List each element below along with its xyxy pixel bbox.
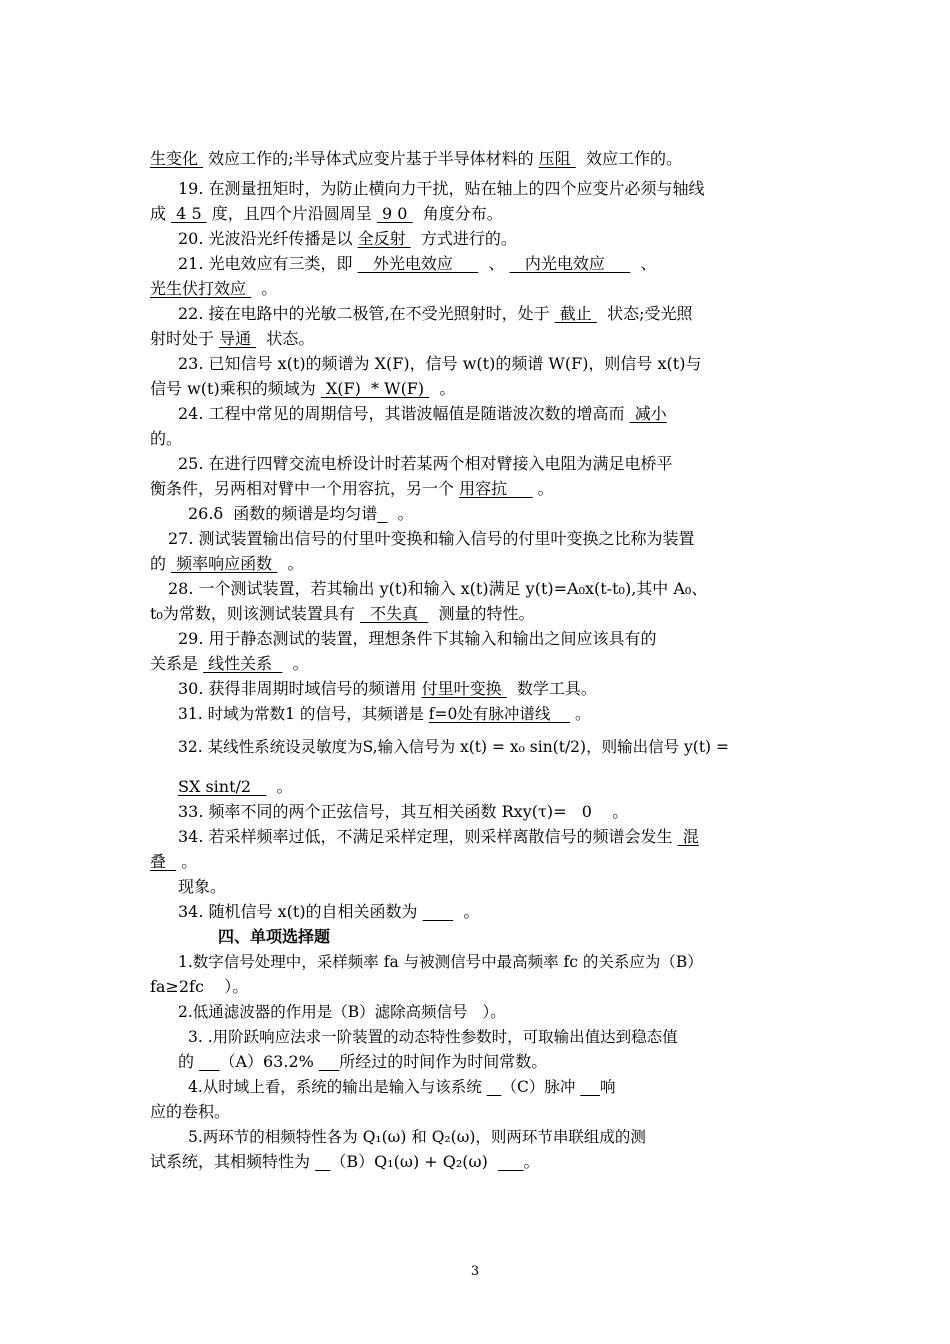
text-run: 。	[570, 705, 591, 723]
text-run: 23. 已知信号 x(t)的频谱为 X(F)，信号 w(t)的频谱 W(F)，则信号 x(t)与	[178, 354, 702, 373]
text-line	[150, 553, 303, 575]
answer-blank	[377, 504, 387, 523]
text-line	[178, 951, 703, 973]
text-run: 。	[277, 554, 304, 573]
text-run: 33. 频率不同的两个正弦信号，其互相关函数 Rxy(τ)= 0 。	[178, 802, 629, 821]
answer-blank: 不失真	[359, 604, 429, 623]
answer-blank: 截止	[554, 304, 597, 323]
text-line	[178, 353, 701, 375]
answer-blank: 付里叶变换	[421, 679, 507, 698]
answer-blank: X(F) * W(F)	[320, 379, 430, 398]
text-run: 的。	[150, 429, 183, 448]
section-heading	[218, 926, 330, 948]
text-line	[178, 1051, 547, 1073]
text-line	[150, 428, 182, 450]
answer-blank: 9 0	[376, 204, 413, 223]
text-run: 测量的特性。	[428, 604, 535, 623]
text-run: 26.δ 函数的频谱是均匀谱	[188, 504, 378, 523]
answer-blank	[487, 1078, 502, 1096]
answer-blank: 频率响应函数	[171, 554, 278, 573]
text-run: 32. 某线性系统设灵敏度为S,输入信号为 x(t) = x₀ sin(t/2)，则输出信号 y(t) =	[178, 738, 730, 756]
text-line	[178, 1001, 506, 1023]
text-run: 效应工作的。	[575, 149, 682, 168]
text-run: 34. 随机信号 x(t)的自相关函数为	[178, 902, 423, 921]
text-line	[150, 603, 534, 625]
answer-blank: SX sint/2	[178, 777, 267, 796]
text-run: 数学工具。	[506, 679, 597, 698]
text-run: 成	[150, 204, 172, 223]
answer-blank	[315, 1152, 330, 1171]
text-run: 的	[178, 1052, 200, 1071]
answer-blank: 导通	[219, 329, 257, 348]
text-run: 21. 光电效应有三类，即	[178, 254, 358, 273]
text-run: 20. 光波沿光纤传播是以	[178, 229, 358, 248]
text-run: 29. 用于静态测试的装置，理想条件下其输入和输出之间应该具有的	[178, 629, 657, 648]
text-run: 30. 获得非周期时域信号的频谱用	[178, 679, 422, 698]
text-run: 。	[266, 777, 293, 796]
text-run: 28. 一个测试装置，若其输出 y(t)和输入 x(t)满足 y(t)=A₀x(t-t₀),其中 A₀、	[168, 579, 708, 598]
text-line	[150, 203, 503, 225]
answer-blank: 线性关系	[203, 654, 283, 673]
text-run: 25. 在进行四臂交流电桥设计时若某两个相对臂接入电阻为满足电桥平	[178, 454, 673, 473]
text-run: （B）Q₁(ω) + Q₂(ω)	[330, 1152, 498, 1171]
text-line	[178, 901, 479, 923]
text-run: 5.两环节的相频特性各为 Q₁(ω) 和 Q₂(ω)，则两环节串联组成的测	[188, 1128, 646, 1146]
text-run: 。	[429, 379, 456, 398]
answer-blank: 生变化	[150, 149, 204, 168]
answer-blank: 4 5	[171, 204, 207, 223]
text-line	[150, 148, 682, 170]
answer-blank	[580, 1078, 600, 1096]
text-line	[150, 278, 277, 300]
text-line	[178, 228, 517, 250]
text-line	[150, 1101, 230, 1123]
answer-blank: 内光电效应	[509, 254, 631, 273]
text-line	[178, 678, 597, 700]
text-run: 31. 时域为常数1 的信号，其频谱是	[178, 705, 429, 723]
answer-blank	[423, 902, 454, 921]
answer-blank	[199, 1052, 219, 1071]
text-line	[178, 178, 705, 200]
text-line	[178, 453, 673, 475]
text-line	[150, 328, 314, 350]
text-line	[150, 976, 248, 998]
text-run: 四、单项选择题	[218, 927, 331, 946]
text-line	[188, 1076, 616, 1098]
text-line	[150, 1151, 539, 1173]
text-run: 响	[600, 1078, 616, 1096]
text-line	[178, 801, 628, 823]
text-run: fa≥2fc ）。	[150, 977, 249, 996]
text-line	[150, 378, 455, 400]
text-run: 角度分布。	[412, 204, 503, 223]
text-line	[178, 403, 667, 425]
answer-blank: 混	[677, 827, 699, 846]
text-line	[178, 826, 699, 848]
text-run: 。	[251, 279, 278, 298]
text-run: 。	[532, 479, 554, 498]
text-line	[178, 253, 656, 275]
text-run: 效应工作的;半导体式应变片基于半导体材料的	[203, 149, 539, 168]
text-run: 27. 测试装置输出信号的付里叶变换和输入信号的付里叶变换之比称为装置	[168, 529, 695, 548]
text-line	[188, 503, 414, 525]
answer-blank: 压阻	[538, 149, 576, 168]
page-number: 3	[470, 1264, 480, 1279]
text-run: 衡条件，另两相对臂中一个用容抗，另一个	[150, 479, 460, 498]
text-run: 所经过的时间作为时间常数。	[339, 1052, 548, 1071]
text-line	[150, 653, 309, 675]
text-run: 状态。	[256, 329, 315, 348]
text-run: 19. 在测量扭矩时，为防止横向力干扰，贴在轴上的四个应变片必须与轴线	[178, 179, 705, 198]
text-run: （C）脉冲	[501, 1078, 581, 1096]
text-line	[150, 478, 554, 500]
text-run: 状态;受光照	[596, 304, 693, 323]
text-run: 度，且四个片沿圆周呈	[206, 204, 377, 223]
text-line	[150, 851, 197, 873]
text-run: 4.从时域上看，系统的输出是输入与该系统	[188, 1078, 487, 1096]
text-line	[178, 303, 692, 325]
text-run: 。	[453, 902, 480, 921]
text-line	[178, 876, 226, 898]
answer-blank: f=0处有脉冲谱线	[428, 705, 571, 723]
text-line	[168, 528, 695, 550]
answer-blank: 用容抗	[459, 479, 533, 498]
text-line	[178, 776, 293, 798]
answer-blank: 减小	[629, 404, 667, 423]
text-line	[178, 703, 591, 725]
text-line	[188, 1026, 678, 1048]
text-run: 、	[630, 254, 657, 273]
answer-blank: 全反射	[357, 229, 411, 248]
text-run: 射时处于	[150, 329, 220, 348]
text-run: 现象。	[178, 877, 227, 896]
text-run: 的	[150, 554, 172, 573]
text-run: 2.低通滤波器的作用是（B）滤除高频信号 ）。	[178, 1003, 506, 1021]
text-run: 关系是	[150, 654, 204, 673]
text-run: 。	[176, 852, 198, 871]
text-run: 1.数字信号处理中，采样频率 fa 与被测信号中最高频率 fc 的关系应为（B）	[178, 953, 703, 971]
text-run: 。	[523, 1152, 540, 1171]
text-line	[188, 1126, 646, 1148]
text-run: 22. 接在电路中的光敏二极管,在不受光照射时，处于	[178, 304, 555, 323]
answer-blank	[319, 1052, 339, 1071]
text-run: 试系统，其相频特性为	[150, 1152, 316, 1171]
text-run: 方式进行的。	[410, 229, 517, 248]
text-run: 。	[387, 504, 414, 523]
text-run: 信号 w(t)乘积的频域为	[150, 379, 321, 398]
text-run: 34. 若采样频率过低，不满足采样定理，则采样离散信号的频谱会发生	[178, 827, 678, 846]
answer-blank: 光生伏打效应	[150, 279, 252, 298]
text-run: t₀为常数，则该测试装置具有	[150, 604, 360, 623]
answer-blank: 叠	[150, 852, 177, 871]
answer-blank	[498, 1152, 523, 1171]
text-line	[178, 736, 729, 758]
text-line	[168, 578, 707, 600]
text-run: （A）63.2%	[219, 1052, 319, 1071]
text-line	[178, 628, 657, 650]
text-run: 、	[478, 254, 510, 273]
answer-blank: 外光电效应	[357, 254, 479, 273]
text-run: 应的卷积。	[150, 1102, 231, 1121]
text-run: 24. 工程中常见的周期信号，其谐波幅值是随谐波次数的增高而	[178, 404, 630, 423]
text-run: 3. .用阶跃响应法求一阶装置的动态特性参数时，可取输出值达到稳态值	[188, 1028, 678, 1046]
text-run: 。	[282, 654, 309, 673]
